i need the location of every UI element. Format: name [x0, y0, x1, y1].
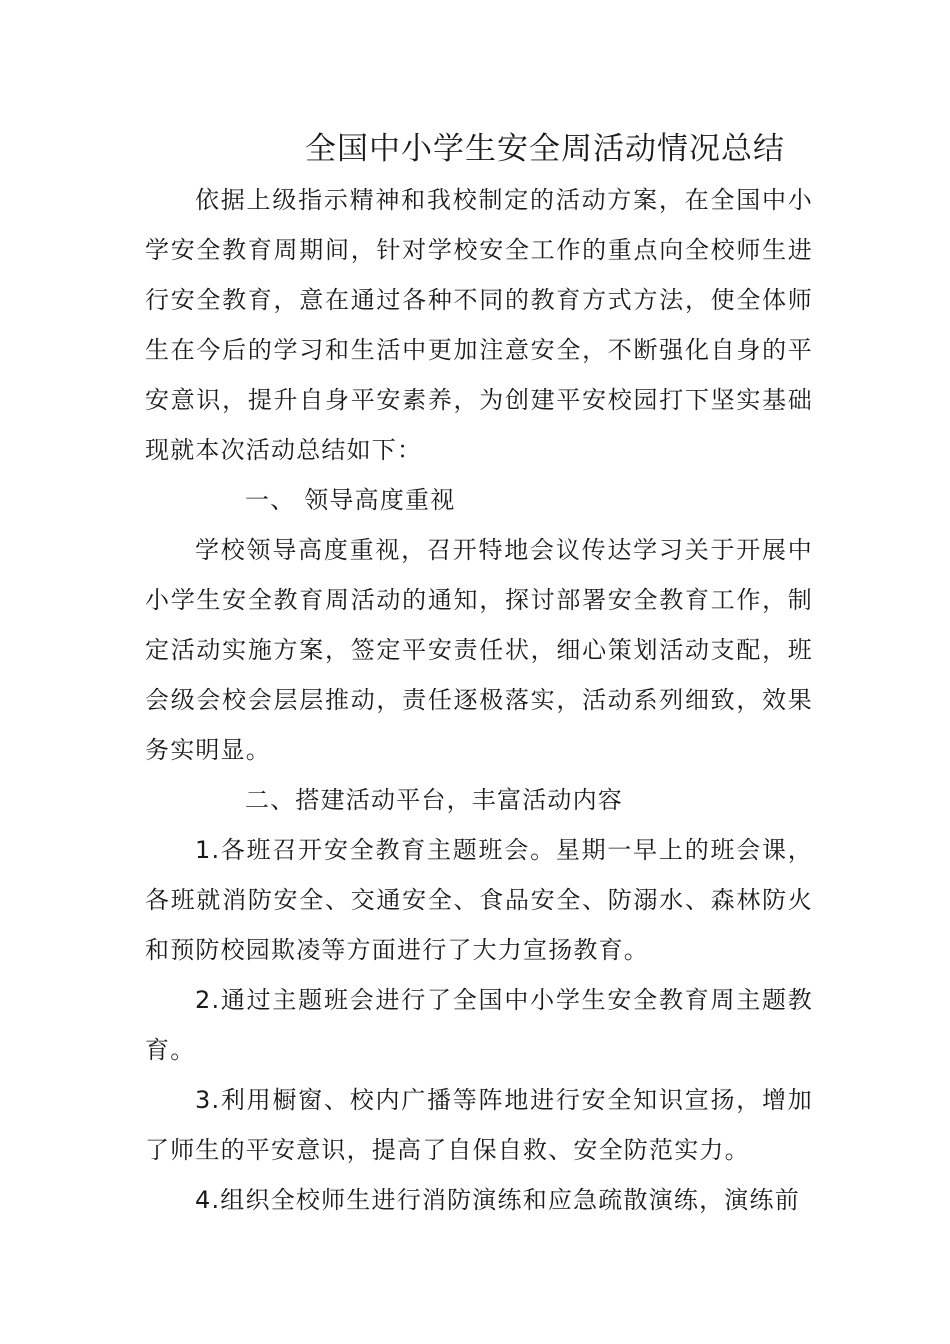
document-body: [145, 175, 813, 1225]
section-heading-1: 一、 领导高度重视: [245, 486, 456, 514]
document-title: 全国中小学生安全周活动情况总结: [305, 131, 785, 167]
section-heading-2: 二、搭建活动平台，丰富活动内容: [245, 786, 623, 814]
section-1-paragraph: 学校领导高度重视，召开特地会议传达学习关于开展中小学生安全教育周活动的通知，探讨部署安全教育工作，制定活动实施方案，签定平安责任状，细心策划活动支配，班会级会校会层层推动，责任逐极落实，活动系列细致，效果务实明显。: [145, 536, 813, 764]
list-item-3: 3.利用橱窗、校内广播等阵地进行安全知识宣扬，增加了师生的平安意识，提高了自保自救、安全防范实力。: [145, 1086, 813, 1164]
list-item-4: 4.组织全校师生进行消防演练和应急疏散演练，演练前: [195, 1186, 800, 1214]
intro-paragraph: 依据上级指示精神和我校制定的活动方案，在全国中小学安全教育周期间，针对学校安全工作的重点向全校师生进行安全教育，意在通过各种不同的教育方式方法，使全体师生在今后的学习和生活中更加注意安全，不断强化自身的平安意识，提升自身平安素养，为创建平安校园打下坚实基础现就本次活动总结如下：: [145, 186, 813, 464]
list-item-1: 1.各班召开安全教育主题班会。星期一早上的班会课，各班就消防安全、交通安全、食品安全、防溺水、森林防火和预防校园欺凌等方面进行了大力宣扬教育。: [145, 836, 813, 964]
list-item-2: 2.通过主题班会进行了全国中小学生安全教育周主题教育。: [145, 986, 813, 1064]
